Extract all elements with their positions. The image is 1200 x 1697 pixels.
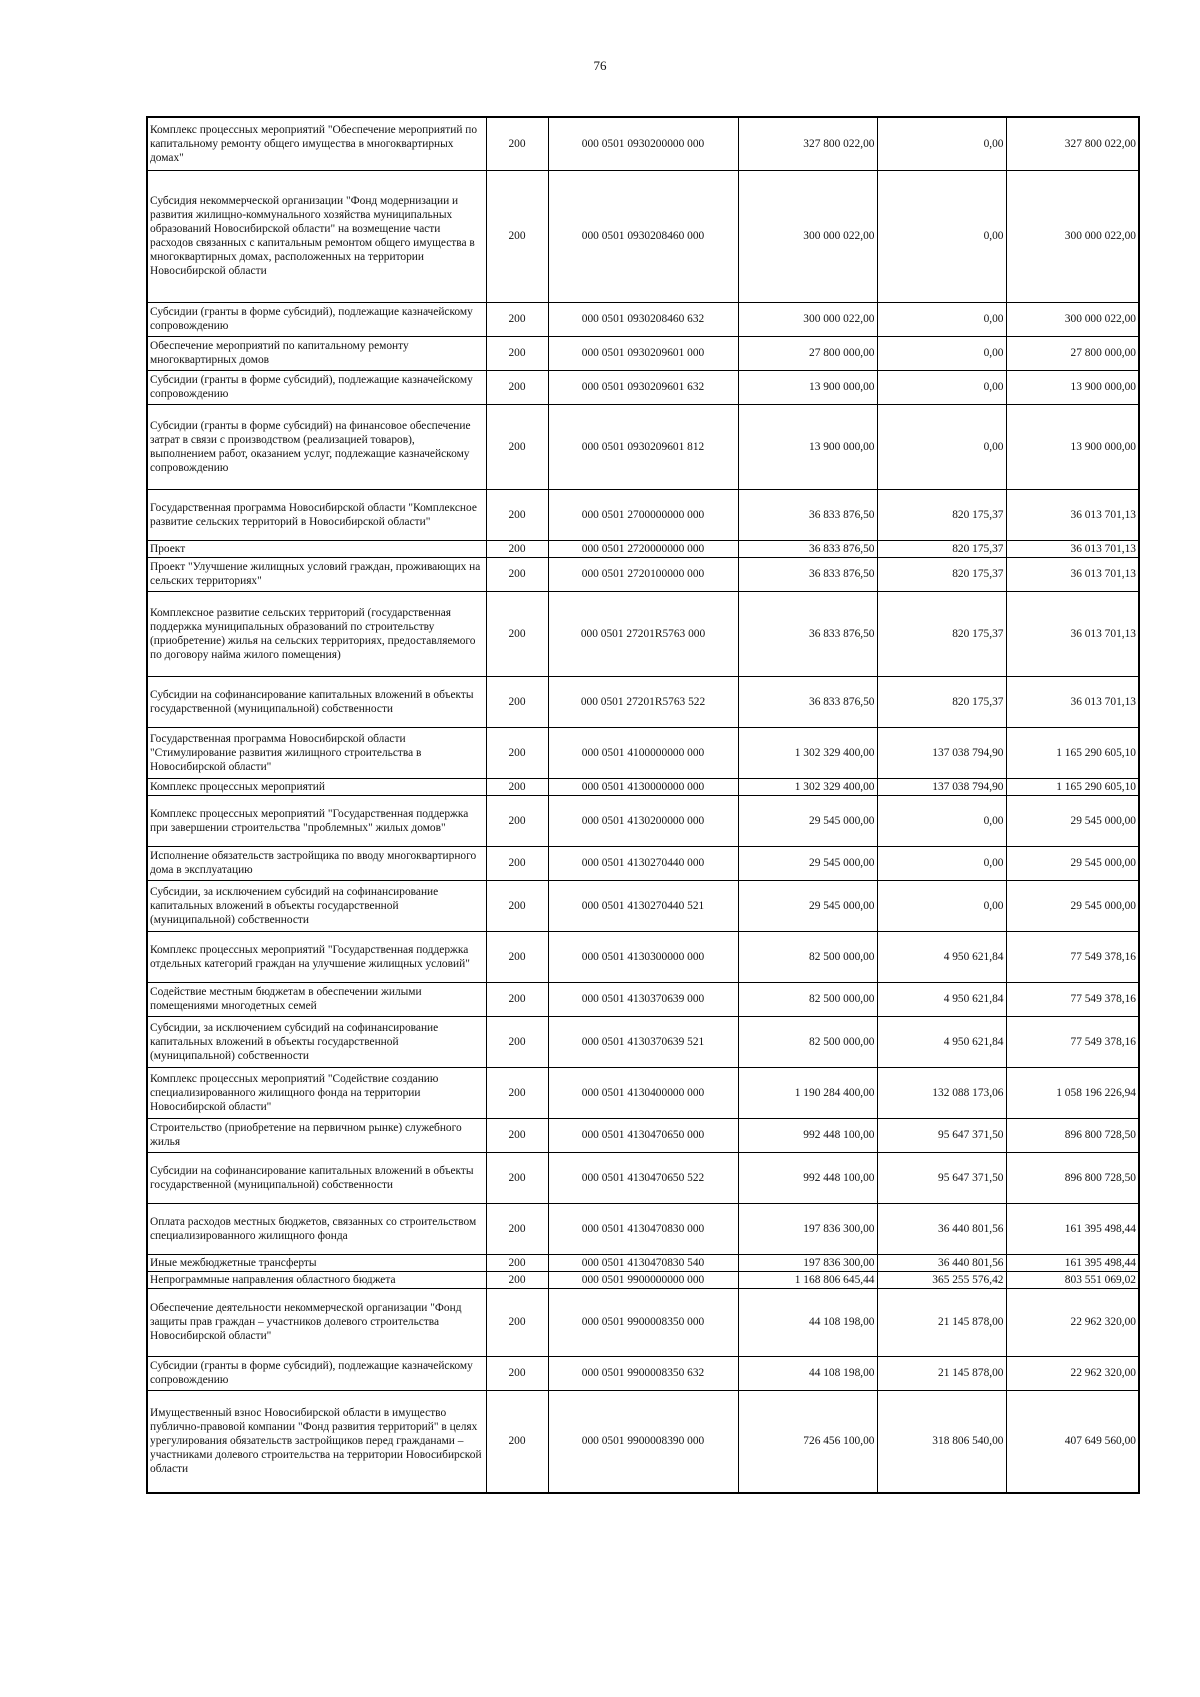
row-remaining-amount: 300 000 022,00 xyxy=(1006,170,1139,302)
row-remaining-amount: 407 649 560,00 xyxy=(1006,1390,1139,1493)
row-admin: 200 xyxy=(486,336,548,370)
row-remaining-amount: 300 000 022,00 xyxy=(1006,302,1139,336)
row-name: Субсидия некоммерческой организации "Фонд модернизации и развития жилищно-коммунального хозяйства муниципальных образований Новосибирской области" на возмещение части расходов связанных с капитальным ремонтом общего имущества в многоквартирных домах, расположенных на территории Новосибирской области xyxy=(147,170,486,302)
row-name: Субсидии (гранты в форме субсидий), подлежащие казначейскому сопровождению xyxy=(147,1356,486,1390)
row-plan-amount: 36 833 876,50 xyxy=(738,540,877,557)
row-remaining-amount: 1 058 196 226,94 xyxy=(1006,1067,1139,1118)
row-executed-amount: 0,00 xyxy=(877,846,1006,880)
table-row xyxy=(147,1288,1139,1356)
row-remaining-amount: 1 165 290 605,10 xyxy=(1006,778,1139,795)
row-admin: 200 xyxy=(486,1288,548,1356)
table-row xyxy=(147,982,1139,1016)
row-code: 000 0501 0930208460 000 xyxy=(548,170,738,302)
row-remaining-amount: 22 962 320,00 xyxy=(1006,1356,1139,1390)
row-executed-amount: 137 038 794,90 xyxy=(877,727,1006,778)
row-plan-amount: 29 545 000,00 xyxy=(738,846,877,880)
row-name: Иные межбюджетные трансферты xyxy=(147,1254,486,1271)
table-row xyxy=(147,931,1139,982)
row-admin: 200 xyxy=(486,846,548,880)
row-executed-amount: 0,00 xyxy=(877,370,1006,404)
row-remaining-amount: 29 545 000,00 xyxy=(1006,880,1139,931)
row-remaining-amount: 161 395 498,44 xyxy=(1006,1254,1139,1271)
row-remaining-amount: 13 900 000,00 xyxy=(1006,404,1139,489)
row-plan-amount: 327 800 022,00 xyxy=(738,117,877,170)
row-admin: 200 xyxy=(486,1118,548,1152)
row-code: 000 0501 4130200000 000 xyxy=(548,795,738,846)
row-plan-amount: 992 448 100,00 xyxy=(738,1118,877,1152)
row-code: 000 0501 4130470830 000 xyxy=(548,1203,738,1254)
row-admin: 200 xyxy=(486,795,548,846)
row-remaining-amount: 36 013 701,13 xyxy=(1006,676,1139,727)
row-plan-amount: 82 500 000,00 xyxy=(738,1016,877,1067)
row-remaining-amount: 896 800 728,50 xyxy=(1006,1152,1139,1203)
row-name: Комплекс процессных мероприятий xyxy=(147,778,486,795)
table-row xyxy=(147,336,1139,370)
row-executed-amount: 820 175,37 xyxy=(877,676,1006,727)
row-executed-amount: 36 440 801,56 xyxy=(877,1254,1006,1271)
row-plan-amount: 44 108 198,00 xyxy=(738,1288,877,1356)
row-remaining-amount: 896 800 728,50 xyxy=(1006,1118,1139,1152)
row-code: 000 0501 9900008390 000 xyxy=(548,1390,738,1493)
row-plan-amount: 1 302 329 400,00 xyxy=(738,727,877,778)
row-admin: 200 xyxy=(486,404,548,489)
row-remaining-amount: 13 900 000,00 xyxy=(1006,370,1139,404)
table-row xyxy=(147,727,1139,778)
row-name: Государственная программа Новосибирской области "Стимулирование развития жилищного строительства в Новосибирской области" xyxy=(147,727,486,778)
row-name: Имущественный взнос Новосибирской области в имущество публично-правовой компании "Фонд развития территорий" в целях урегулирования обязательств застройщиков перед гражданами – участниками долевого строительства на территории Новосибирской области xyxy=(147,1390,486,1493)
table-row xyxy=(147,676,1139,727)
row-name: Оплата расходов местных бюджетов, связанных со строительством специализированного жилищного фонда xyxy=(147,1203,486,1254)
row-executed-amount: 36 440 801,56 xyxy=(877,1203,1006,1254)
row-plan-amount: 13 900 000,00 xyxy=(738,370,877,404)
row-code: 000 0501 27201R5763 522 xyxy=(548,676,738,727)
table-row xyxy=(147,778,1139,795)
row-admin: 200 xyxy=(486,302,548,336)
row-admin: 200 xyxy=(486,982,548,1016)
row-plan-amount: 1 168 806 645,44 xyxy=(738,1271,877,1288)
row-plan-amount: 300 000 022,00 xyxy=(738,302,877,336)
row-remaining-amount: 36 013 701,13 xyxy=(1006,489,1139,540)
table-row xyxy=(147,591,1139,676)
row-plan-amount: 44 108 198,00 xyxy=(738,1356,877,1390)
row-admin: 200 xyxy=(486,489,548,540)
row-executed-amount: 0,00 xyxy=(877,117,1006,170)
row-name: Субсидии (гранты в форме субсидий), подлежащие казначейскому сопровождению xyxy=(147,302,486,336)
row-code: 000 0501 4130470830 540 xyxy=(548,1254,738,1271)
row-executed-amount: 21 145 878,00 xyxy=(877,1356,1006,1390)
table-row xyxy=(147,302,1139,336)
table-row xyxy=(147,370,1139,404)
row-code: 000 0501 2720000000 000 xyxy=(548,540,738,557)
row-code: 000 0501 0930209601 000 xyxy=(548,336,738,370)
row-plan-amount: 29 545 000,00 xyxy=(738,880,877,931)
row-admin: 200 xyxy=(486,557,548,591)
row-name: Субсидии на софинансирование капитальных вложений в объекты государственной (муниципальной) собственности xyxy=(147,1152,486,1203)
row-name: Субсидии (гранты в форме субсидий) на финансовое обеспечение затрат в связи с производством (реализацией товаров), выполнением работ, оказанием услуг, подлежащие казначейскому сопровождению xyxy=(147,404,486,489)
row-name: Комплексное развитие сельских территорий (государственная поддержка муниципальных образований по строительству (приобретение) жилья на сельских территориях, предоставляемого по договору найма жилого помещения) xyxy=(147,591,486,676)
row-name: Комплекс процессных мероприятий "Государственная поддержка отдельных категорий граждан на улучшение жилищных условий" xyxy=(147,931,486,982)
row-executed-amount: 0,00 xyxy=(877,880,1006,931)
row-name: Комплекс процессных мероприятий "Содействие созданию специализированного жилищного фонда на территории Новосибирской области" xyxy=(147,1067,486,1118)
row-name: Государственная программа Новосибирской области "Комплексное развитие сельских территорий в Новосибирской области" xyxy=(147,489,486,540)
row-executed-amount: 820 175,37 xyxy=(877,557,1006,591)
row-admin: 200 xyxy=(486,117,548,170)
row-name: Комплекс процессных мероприятий "Обеспечение мероприятий по капитальному ремонту общего имущества в многоквартирных домах" xyxy=(147,117,486,170)
row-executed-amount: 0,00 xyxy=(877,795,1006,846)
table-row xyxy=(147,1016,1139,1067)
row-plan-amount: 726 456 100,00 xyxy=(738,1390,877,1493)
row-admin: 200 xyxy=(486,1067,548,1118)
table-row xyxy=(147,1254,1139,1271)
row-remaining-amount: 36 013 701,13 xyxy=(1006,591,1139,676)
row-code: 000 0501 4130370639 000 xyxy=(548,982,738,1016)
table-row xyxy=(147,1390,1139,1493)
row-plan-amount: 36 833 876,50 xyxy=(738,676,877,727)
table-row xyxy=(147,1067,1139,1118)
row-admin: 200 xyxy=(486,676,548,727)
row-code: 000 0501 9900008350 000 xyxy=(548,1288,738,1356)
row-remaining-amount: 803 551 069,02 xyxy=(1006,1271,1139,1288)
row-executed-amount: 820 175,37 xyxy=(877,591,1006,676)
row-name: Субсидии на софинансирование капитальных вложений в объекты государственной (муниципальной) собственности xyxy=(147,676,486,727)
row-remaining-amount: 77 549 378,16 xyxy=(1006,1016,1139,1067)
row-remaining-amount: 27 800 000,00 xyxy=(1006,336,1139,370)
row-executed-amount: 132 088 173,06 xyxy=(877,1067,1006,1118)
row-code: 000 0501 4100000000 000 xyxy=(548,727,738,778)
row-admin: 200 xyxy=(486,778,548,795)
row-admin: 200 xyxy=(486,370,548,404)
table-row xyxy=(147,117,1139,170)
row-executed-amount: 0,00 xyxy=(877,336,1006,370)
row-executed-amount: 318 806 540,00 xyxy=(877,1390,1006,1493)
row-code: 000 0501 0930208460 632 xyxy=(548,302,738,336)
table-row xyxy=(147,1271,1139,1288)
row-plan-amount: 82 500 000,00 xyxy=(738,931,877,982)
row-remaining-amount: 36 013 701,13 xyxy=(1006,540,1139,557)
row-executed-amount: 0,00 xyxy=(877,302,1006,336)
table-row xyxy=(147,404,1139,489)
row-admin: 200 xyxy=(486,1271,548,1288)
row-name: Субсидии, за исключением субсидий на софинансирование капитальных вложений в объекты государственной (муниципальной) собственности xyxy=(147,880,486,931)
row-name: Содействие местным бюджетам в обеспечении жилыми помещениями многодетных семей xyxy=(147,982,486,1016)
row-remaining-amount: 77 549 378,16 xyxy=(1006,982,1139,1016)
row-plan-amount: 27 800 000,00 xyxy=(738,336,877,370)
row-remaining-amount: 29 545 000,00 xyxy=(1006,846,1139,880)
row-code: 000 0501 2700000000 000 xyxy=(548,489,738,540)
table-row xyxy=(147,846,1139,880)
row-code: 000 0501 4130300000 000 xyxy=(548,931,738,982)
row-code: 000 0501 0930209601 632 xyxy=(548,370,738,404)
row-admin: 200 xyxy=(486,727,548,778)
row-name: Обеспечение деятельности некоммерческой организации "Фонд защиты прав граждан – участников долевого строительства Новосибирской области" xyxy=(147,1288,486,1356)
row-executed-amount: 4 950 621,84 xyxy=(877,982,1006,1016)
row-plan-amount: 300 000 022,00 xyxy=(738,170,877,302)
table-row xyxy=(147,557,1139,591)
row-code: 000 0501 4130400000 000 xyxy=(548,1067,738,1118)
row-executed-amount: 4 950 621,84 xyxy=(877,931,1006,982)
row-admin: 200 xyxy=(486,1356,548,1390)
row-executed-amount: 95 647 371,50 xyxy=(877,1152,1006,1203)
row-code: 000 0501 2720100000 000 xyxy=(548,557,738,591)
row-plan-amount: 1 190 284 400,00 xyxy=(738,1067,877,1118)
row-plan-amount: 36 833 876,50 xyxy=(738,557,877,591)
row-admin: 200 xyxy=(486,931,548,982)
row-plan-amount: 36 833 876,50 xyxy=(738,591,877,676)
row-code: 000 0501 4130000000 000 xyxy=(548,778,738,795)
table-row xyxy=(147,880,1139,931)
table-row xyxy=(147,1356,1139,1390)
row-plan-amount: 197 836 300,00 xyxy=(738,1203,877,1254)
row-plan-amount: 1 302 329 400,00 xyxy=(738,778,877,795)
row-admin: 200 xyxy=(486,1203,548,1254)
row-remaining-amount: 327 800 022,00 xyxy=(1006,117,1139,170)
row-code: 000 0501 0930200000 000 xyxy=(548,117,738,170)
table-row xyxy=(147,489,1139,540)
row-name: Обеспечение мероприятий по капитальному ремонту многоквартирных домов xyxy=(147,336,486,370)
row-executed-amount: 95 647 371,50 xyxy=(877,1118,1006,1152)
row-executed-amount: 21 145 878,00 xyxy=(877,1288,1006,1356)
row-code: 000 0501 4130270440 521 xyxy=(548,880,738,931)
row-plan-amount: 36 833 876,50 xyxy=(738,489,877,540)
budget-table-body xyxy=(147,117,1139,1493)
row-executed-amount: 365 255 576,42 xyxy=(877,1271,1006,1288)
row-code: 000 0501 4130470650 522 xyxy=(548,1152,738,1203)
row-admin: 200 xyxy=(486,880,548,931)
row-name: Проект xyxy=(147,540,486,557)
row-executed-amount: 4 950 621,84 xyxy=(877,1016,1006,1067)
row-plan-amount: 197 836 300,00 xyxy=(738,1254,877,1271)
row-admin: 200 xyxy=(486,170,548,302)
row-admin: 200 xyxy=(486,540,548,557)
row-plan-amount: 82 500 000,00 xyxy=(738,982,877,1016)
row-name: Строительство (приобретение на первичном рынке) служебного жилья xyxy=(147,1118,486,1152)
row-plan-amount: 29 545 000,00 xyxy=(738,795,877,846)
row-remaining-amount: 29 545 000,00 xyxy=(1006,795,1139,846)
table-row xyxy=(147,795,1139,846)
row-remaining-amount: 77 549 378,16 xyxy=(1006,931,1139,982)
row-name: Проект "Улучшение жилищных условий граждан, проживающих на сельских территориях" xyxy=(147,557,486,591)
row-code: 000 0501 27201R5763 000 xyxy=(548,591,738,676)
row-admin: 200 xyxy=(486,591,548,676)
row-code: 000 0501 0930209601 812 xyxy=(548,404,738,489)
row-admin: 200 xyxy=(486,1254,548,1271)
page-number: 76 xyxy=(593,58,607,73)
row-admin: 200 xyxy=(486,1016,548,1067)
row-remaining-amount: 36 013 701,13 xyxy=(1006,557,1139,591)
row-name: Непрограммные направления областного бюджета xyxy=(147,1271,486,1288)
row-name: Субсидии (гранты в форме субсидий), подлежащие казначейскому сопровождению xyxy=(147,370,486,404)
row-remaining-amount: 22 962 320,00 xyxy=(1006,1288,1139,1356)
row-executed-amount: 0,00 xyxy=(877,404,1006,489)
table-row xyxy=(147,540,1139,557)
row-name: Субсидии, за исключением субсидий на софинансирование капитальных вложений в объекты государственной (муниципальной) собственности xyxy=(147,1016,486,1067)
row-remaining-amount: 161 395 498,44 xyxy=(1006,1203,1139,1254)
row-admin: 200 xyxy=(486,1390,548,1493)
row-executed-amount: 820 175,37 xyxy=(877,489,1006,540)
row-code: 000 0501 9900000000 000 xyxy=(548,1271,738,1288)
row-code: 000 0501 4130270440 000 xyxy=(548,846,738,880)
budget-table xyxy=(146,116,1140,1494)
row-executed-amount: 0,00 xyxy=(877,170,1006,302)
row-admin: 200 xyxy=(486,1152,548,1203)
row-executed-amount: 820 175,37 xyxy=(877,540,1006,557)
row-plan-amount: 13 900 000,00 xyxy=(738,404,877,489)
row-code: 000 0501 9900008350 632 xyxy=(548,1356,738,1390)
row-remaining-amount: 1 165 290 605,10 xyxy=(1006,727,1139,778)
table-row xyxy=(147,1203,1139,1254)
row-code: 000 0501 4130470650 000 xyxy=(548,1118,738,1152)
row-executed-amount: 137 038 794,90 xyxy=(877,778,1006,795)
row-name: Исполнение обязательств застройщика по вводу многоквартирного дома в эксплуатацию xyxy=(147,846,486,880)
row-plan-amount: 992 448 100,00 xyxy=(738,1152,877,1203)
row-name: Комплекс процессных мероприятий "Государственная поддержка при завершении строительства "проблемных" жилых домов" xyxy=(147,795,486,846)
table-row xyxy=(147,1118,1139,1152)
row-code: 000 0501 4130370639 521 xyxy=(548,1016,738,1067)
table-row xyxy=(147,170,1139,302)
table-row xyxy=(147,1152,1139,1203)
